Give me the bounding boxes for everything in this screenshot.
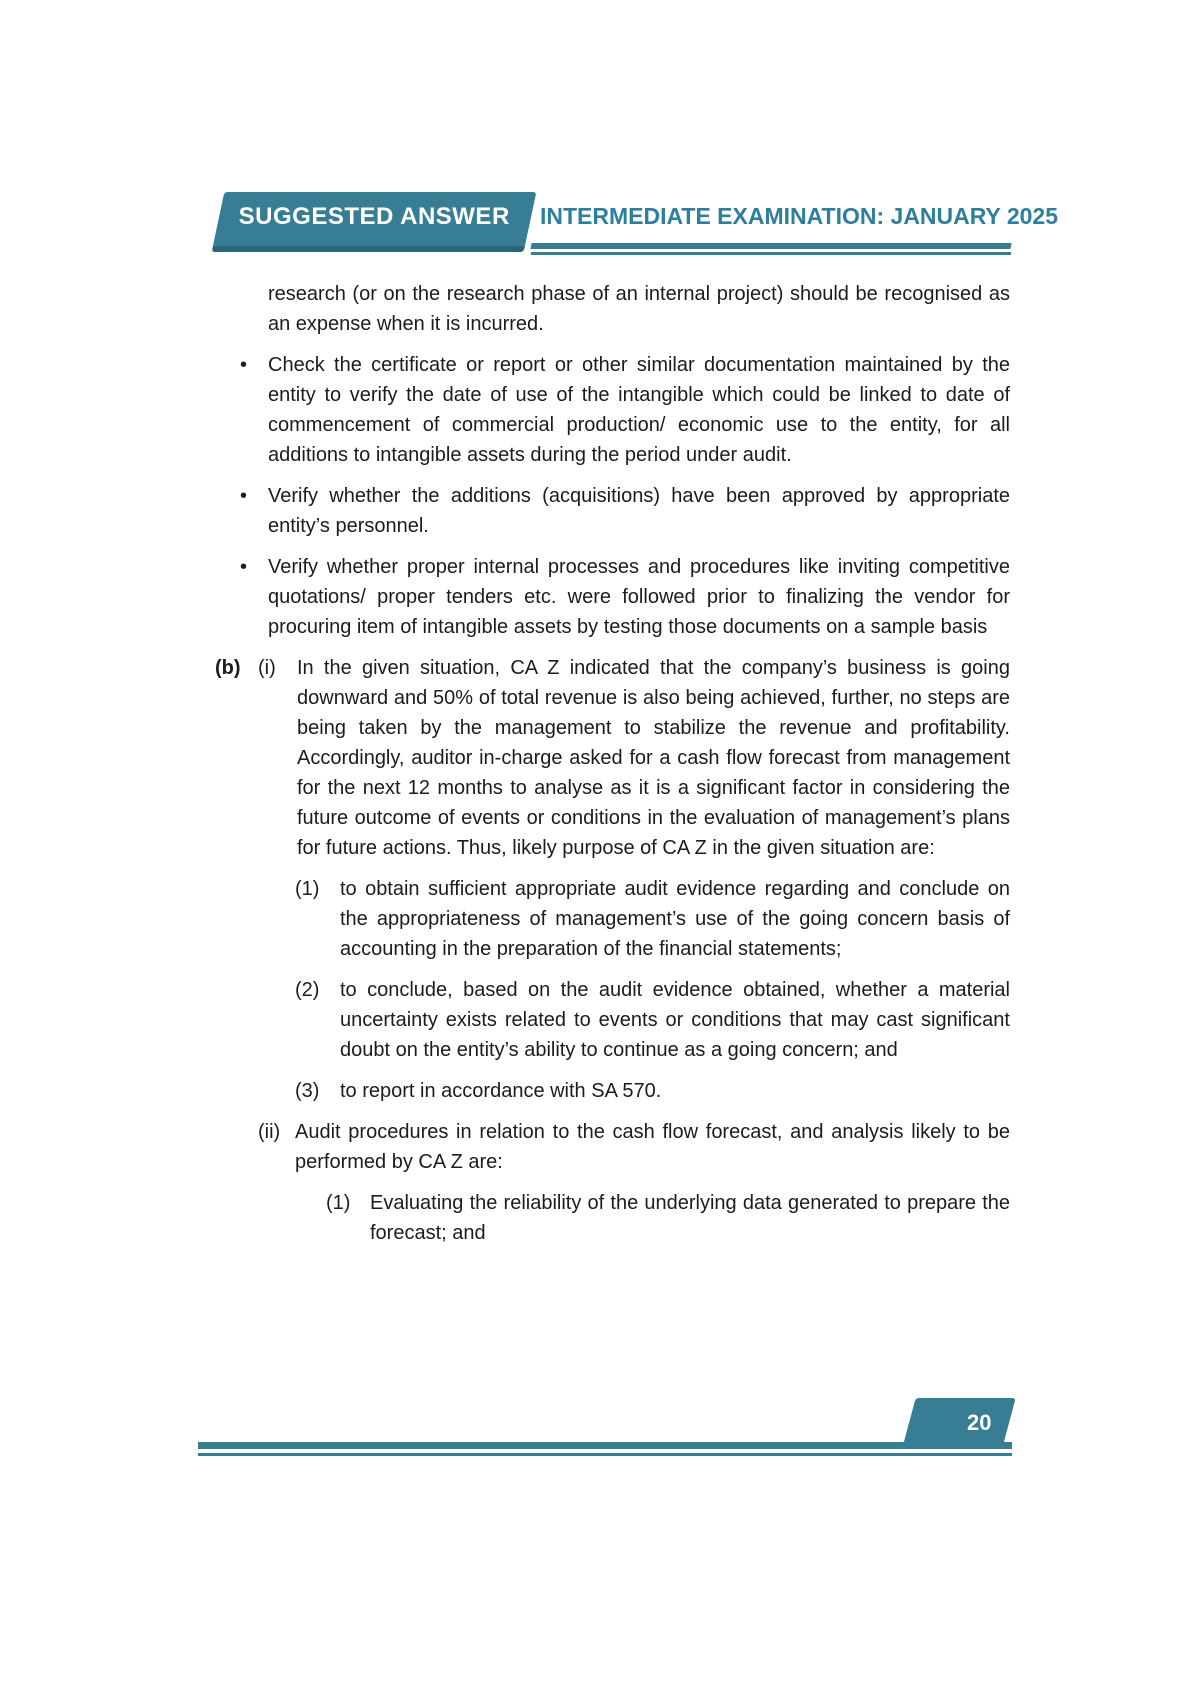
numbered-item-label: (3) bbox=[295, 1080, 320, 1102]
numbered-item-text: Evaluating the reliability of the underlying data generated to prepare the forecast; and bbox=[370, 1192, 1010, 1244]
bullet-icon: • bbox=[240, 556, 248, 578]
bullet-text: Verify whether proper internal processes and procedures like inviting competitive quotations/ proper tenders etc. were followed prior to finalizing the vendor for procuring item of intangible assets by testing those documents on a sample basis bbox=[268, 556, 1010, 638]
numbered-item bbox=[215, 874, 1010, 964]
numbered-item bbox=[215, 1076, 1010, 1106]
numbered-item-text: to report in accordance with SA 570. bbox=[340, 1080, 662, 1102]
footer-rule-thick bbox=[198, 1442, 1012, 1449]
item-ii-paragraph: Audit procedures in relation to the cash flow forecast, and analysis likely to be performed by CA Z are: bbox=[295, 1121, 1010, 1173]
section-label-b: (b) bbox=[215, 657, 241, 679]
banner-label: SUGGESTED ANSWER bbox=[239, 203, 511, 230]
section-b-item-ii bbox=[215, 1117, 1010, 1177]
intro-paragraph: research (or on the research phase of an internal project) should be recognised as an expense when it is incurred. bbox=[268, 283, 1010, 335]
suggested-answer-banner bbox=[212, 192, 537, 252]
bullet-text: Check the certificate or report or other similar documentation maintained by the entity to verify the date of use of the intangible which could be linked to date of commencement of commercial production/ economic use to the entity, for all additions to intangible assets during the period under audit. bbox=[268, 354, 1010, 466]
page-number: 20 bbox=[966, 1410, 991, 1435]
item-label-i: (i) bbox=[258, 657, 276, 679]
section-b-item-i bbox=[215, 653, 1010, 863]
footer-rule-thin bbox=[198, 1453, 1012, 1456]
bullet-item bbox=[215, 552, 1010, 642]
header-rule-thick bbox=[530, 243, 1011, 249]
item-label-ii: (ii) bbox=[258, 1121, 281, 1143]
bullet-icon: • bbox=[240, 485, 248, 507]
bullet-item bbox=[215, 481, 1010, 541]
numbered-item-label: (1) bbox=[295, 878, 320, 900]
numbered-item bbox=[215, 1188, 1010, 1248]
numbered-item-text: to conclude, based on the audit evidence obtained, whether a material uncertainty exists related to events or conditions that may cast significant doubt on the entity’s ability to continue as a going concern; and bbox=[340, 979, 1010, 1061]
numbered-item-label: (2) bbox=[295, 979, 320, 1001]
numbered-item-text: to obtain sufficient appropriate audit evidence regarding and conclude on the appropriateness of management’s use of the going concern basis of accounting in the preparation of the financial statements; bbox=[340, 878, 1010, 960]
answer-body bbox=[215, 279, 1010, 1259]
item-i-paragraph: In the given situation, CA Z indicated that the company’s business is going downward and 50% of total revenue is also being achieved, further, no steps are being taken by the management to stabilize the revenue and profitability. Accordingly, auditor in-charge asked for a cash flow forecast from management for the next 12 months to analyse as it is a significant factor in considering the future outcome of events or conditions in the evaluation of management’s plans for future actions. Thus, likely purpose of CA Z in the given situation are: bbox=[297, 657, 1010, 859]
exam-title: INTERMEDIATE EXAMINATION: JANUARY 2025 bbox=[540, 203, 1058, 229]
bullet-text: Verify whether the additions (acquisitions) have been approved by appropriate entity’s personnel. bbox=[268, 485, 1010, 537]
page-number-badge bbox=[902, 1398, 1015, 1448]
bullet-item bbox=[215, 350, 1010, 470]
header-rule-thin bbox=[531, 252, 1011, 255]
numbered-item-label: (1) bbox=[326, 1192, 351, 1214]
numbered-item bbox=[215, 975, 1010, 1065]
bullet-icon: • bbox=[240, 354, 248, 376]
